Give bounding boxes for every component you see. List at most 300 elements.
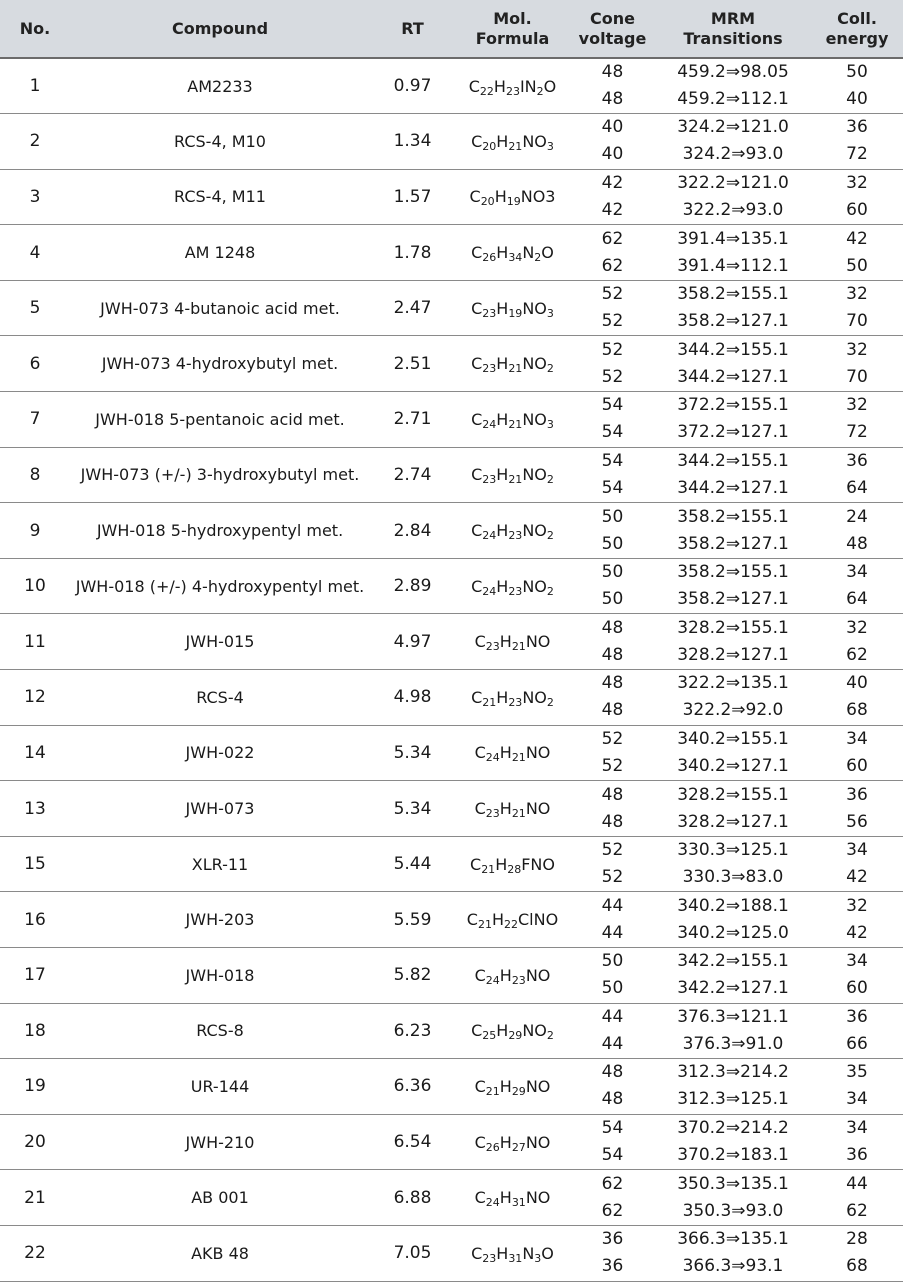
formula-element: NO xyxy=(525,743,551,763)
collision-energy-value: 32 xyxy=(846,895,868,916)
cone-voltage xyxy=(570,447,655,503)
formula-element: C xyxy=(470,854,482,874)
mrm-transitions xyxy=(655,225,811,281)
table-header xyxy=(0,0,903,58)
cone-voltage-value: 48 xyxy=(601,811,624,832)
row-number: 14 xyxy=(24,742,46,763)
cone-voltage-value: 62 xyxy=(601,1200,624,1221)
mrm-transitions xyxy=(655,670,811,726)
mrm-transition-value: 330.3⇒125.1 xyxy=(677,840,789,861)
formula-element: H xyxy=(496,131,509,151)
formula-subscript: 23 xyxy=(482,473,497,487)
formula-element: FNO xyxy=(521,854,555,874)
cone-voltage-value: 54 xyxy=(601,395,624,416)
collision-energy xyxy=(811,1003,903,1059)
collision-energy xyxy=(811,58,903,114)
formula-subscript: 2 xyxy=(546,473,554,487)
formula-subscript: 29 xyxy=(511,1084,526,1098)
cone-voltage xyxy=(570,336,655,392)
row-number: 1 xyxy=(29,76,41,97)
compound-name: JWH-073 4-hydroxybutyl met. xyxy=(101,354,339,374)
cone-voltage-value: 52 xyxy=(601,728,624,749)
mrm-transition-value: 350.3⇒93.0 xyxy=(682,1200,784,1221)
mrm-transitions xyxy=(655,1170,811,1226)
formula-element: H xyxy=(493,76,506,96)
collision-energy xyxy=(811,1059,903,1115)
formula-element: C xyxy=(468,76,480,96)
collision-energy-value: 68 xyxy=(846,1256,868,1277)
cone-voltage xyxy=(570,225,655,281)
formula-subscript: 22 xyxy=(504,918,518,932)
mrm-transition-value: 330.3⇒83.0 xyxy=(682,867,784,888)
formula-element: NO xyxy=(522,131,547,151)
mrm-transition-value: 358.2⇒127.1 xyxy=(677,533,789,554)
formula-element: C xyxy=(471,1243,483,1263)
row-number: 18 xyxy=(24,1020,46,1041)
collision-energy-value: 24 xyxy=(846,506,868,527)
cone-voltage-value: 52 xyxy=(601,867,624,888)
mrm-transition-value: 366.3⇒93.1 xyxy=(682,1256,784,1277)
row-number: 16 xyxy=(24,909,46,930)
collision-energy-value: 32 xyxy=(846,172,868,193)
retention-time: 2.71 xyxy=(393,409,432,430)
table-row xyxy=(0,58,903,114)
row-number: 17 xyxy=(24,965,46,986)
formula-element: H xyxy=(496,243,509,263)
row-number: 8 xyxy=(29,464,41,485)
formula-element: H xyxy=(491,910,504,930)
formula-element: C xyxy=(474,743,486,763)
cone-voltage xyxy=(570,392,655,448)
row-number: 3 xyxy=(29,186,41,207)
header-formula-line1: Mol. xyxy=(493,8,532,28)
collision-energy-value: 70 xyxy=(846,311,868,332)
molecular-formula xyxy=(455,225,570,281)
collision-energy-value: 48 xyxy=(846,533,868,554)
compound-name: UR-144 xyxy=(190,1076,250,1096)
table-row xyxy=(0,114,903,170)
formula-element: C xyxy=(471,576,483,596)
mrm-transition-value: 340.2⇒125.0 xyxy=(677,922,789,943)
mrm-transition-value: 391.4⇒112.1 xyxy=(677,255,789,276)
collision-energy-value: 36 xyxy=(846,450,868,471)
formula-element: NO xyxy=(522,687,547,707)
mrm-transitions xyxy=(655,614,811,670)
formula-element: H xyxy=(496,1243,509,1263)
formula-subscript: 3 xyxy=(534,1251,542,1265)
formula-subscript: 21 xyxy=(511,807,526,821)
collision-energy-value: 34 xyxy=(846,1118,868,1139)
collision-energy xyxy=(811,225,903,281)
formula-subscript: 23 xyxy=(508,584,523,598)
table-row xyxy=(0,781,903,837)
molecular-formula xyxy=(455,280,570,336)
formula-subscript: 31 xyxy=(508,1251,523,1265)
collision-energy-value: 36 xyxy=(846,1145,868,1166)
mrm-transition-value: 358.2⇒155.1 xyxy=(677,284,789,305)
formula-element: H xyxy=(496,298,509,318)
formula-subscript: 23 xyxy=(505,84,520,98)
formula-element: NO xyxy=(525,1132,551,1152)
collision-energy-value: 34 xyxy=(846,951,868,972)
formula-subscript: 27 xyxy=(511,1140,526,1154)
formula-subscript: 23 xyxy=(482,1251,497,1265)
formula-subscript: 2 xyxy=(546,584,554,598)
molecular-formula xyxy=(455,114,570,170)
cone-voltage-value: 48 xyxy=(601,784,624,805)
collision-energy-value: 32 xyxy=(846,617,868,638)
cone-voltage-value: 48 xyxy=(601,62,624,83)
formula-subscript: 23 xyxy=(482,306,497,320)
retention-time: 0.97 xyxy=(393,76,432,97)
mrm-transition-value: 340.2⇒155.1 xyxy=(677,728,789,749)
cone-voltage-value: 52 xyxy=(601,366,624,387)
header-mrm-line1: MRM xyxy=(710,8,756,28)
table-row xyxy=(0,558,903,614)
formula-subscript: 3 xyxy=(546,417,554,431)
row-number: 9 xyxy=(29,520,41,541)
mrm-transition-value: 342.2⇒155.1 xyxy=(677,951,789,972)
formula-element: C xyxy=(471,465,483,485)
cone-voltage-value: 42 xyxy=(601,199,624,220)
header-formula-line2: Formula xyxy=(475,28,550,48)
mrm-transition-value: 459.2⇒98.05 xyxy=(677,62,789,83)
mrm-transitions xyxy=(655,58,811,114)
molecular-formula xyxy=(455,892,570,948)
mrm-transitions xyxy=(655,1003,811,1059)
cone-voltage xyxy=(570,892,655,948)
table-row xyxy=(0,1170,903,1226)
formula-element: C xyxy=(471,521,483,541)
collision-energy xyxy=(811,614,903,670)
cone-voltage-value: 44 xyxy=(601,1006,624,1027)
cone-voltage-value: 54 xyxy=(601,450,624,471)
table-row xyxy=(0,725,903,781)
retention-time: 6.54 xyxy=(393,1132,432,1153)
row-number: 13 xyxy=(24,798,46,819)
collision-energy-value: 42 xyxy=(846,922,868,943)
molecular-formula xyxy=(455,781,570,837)
table-row xyxy=(0,670,903,726)
mrm-transition-value: 324.2⇒121.0 xyxy=(677,117,789,138)
row-number: 11 xyxy=(24,631,46,652)
retention-time: 4.98 xyxy=(393,687,432,708)
cone-voltage xyxy=(570,1059,655,1115)
molecular-formula xyxy=(455,169,570,225)
collision-energy-value: 34 xyxy=(846,562,868,583)
formula-subscript: 25 xyxy=(482,1029,497,1043)
formula-element: NO xyxy=(525,965,551,985)
collision-energy-value: 42 xyxy=(846,228,868,249)
cone-voltage-value: 50 xyxy=(601,589,624,610)
formula-element: NO xyxy=(525,1188,551,1208)
collision-energy-value: 60 xyxy=(846,978,868,999)
formula-subscript: 2 xyxy=(546,529,554,543)
mrm-transition-value: 328.2⇒155.1 xyxy=(677,784,789,805)
compound-name: JWH-073 4-butanoic acid met. xyxy=(100,298,340,318)
header-cone-line2: voltage xyxy=(578,28,647,48)
compound-name: RCS-4, M11 xyxy=(174,187,266,207)
mrm-transition-value: 340.2⇒188.1 xyxy=(677,895,789,916)
table-row xyxy=(0,225,903,281)
formula-subscript: 19 xyxy=(506,195,521,209)
collision-energy-value: 62 xyxy=(846,1200,868,1221)
formula-subscript: 24 xyxy=(482,417,497,431)
collision-energy xyxy=(811,1170,903,1226)
formula-element: H xyxy=(499,632,512,652)
row-number: 19 xyxy=(24,1076,46,1097)
formula-element: C xyxy=(471,131,483,151)
mrm-transitions xyxy=(655,781,811,837)
cone-voltage-value: 44 xyxy=(601,922,624,943)
mrm-transition-value: 372.2⇒127.1 xyxy=(677,422,789,443)
formula-element: NO xyxy=(525,799,551,819)
formula-subscript: 20 xyxy=(480,195,495,209)
molecular-formula xyxy=(455,1225,570,1281)
formula-element: NO xyxy=(525,632,551,652)
collision-energy xyxy=(811,280,903,336)
row-number: 20 xyxy=(24,1132,46,1153)
mrm-transition-value: 344.2⇒127.1 xyxy=(677,477,789,498)
formula-subscript: 23 xyxy=(508,695,523,709)
table-row xyxy=(0,503,903,559)
cone-voltage-value: 62 xyxy=(601,228,624,249)
table-row xyxy=(0,614,903,670)
formula-subscript: 29 xyxy=(508,1029,523,1043)
collision-energy-value: 50 xyxy=(846,255,868,276)
formula-subscript: 2 xyxy=(546,695,554,709)
formula-subscript: 21 xyxy=(511,640,526,654)
header-rt: RT xyxy=(401,18,424,38)
retention-time: 2.74 xyxy=(393,464,432,485)
row-number: 15 xyxy=(24,854,46,875)
cone-voltage-value: 48 xyxy=(601,1089,624,1110)
mrm-transitions xyxy=(655,1059,811,1115)
formula-element: H xyxy=(499,743,512,763)
collision-energy-value: 44 xyxy=(846,1173,868,1194)
retention-time: 2.84 xyxy=(393,520,432,541)
mrm-transition-value: 322.2⇒92.0 xyxy=(682,700,784,721)
formula-element: C xyxy=(469,187,481,207)
row-number: 22 xyxy=(24,1243,46,1264)
cone-voltage-value: 50 xyxy=(601,506,624,527)
cone-voltage-value: 52 xyxy=(601,311,624,332)
cone-voltage xyxy=(570,1170,655,1226)
retention-time: 1.78 xyxy=(393,242,432,263)
mrm-transitions xyxy=(655,558,811,614)
compound-name: JWH-018 5-hydroxypentyl met. xyxy=(96,521,344,541)
formula-element: NO xyxy=(525,1076,551,1096)
formula-element: N xyxy=(522,1243,535,1263)
collision-energy-value: 35 xyxy=(846,1062,868,1083)
collision-energy-value: 34 xyxy=(846,840,868,861)
molecular-formula xyxy=(455,1003,570,1059)
mrm-transition-value: 391.4⇒135.1 xyxy=(677,228,789,249)
mrm-transition-value: 344.2⇒155.1 xyxy=(677,450,789,471)
cone-voltage xyxy=(570,725,655,781)
cone-voltage xyxy=(570,169,655,225)
table-row xyxy=(0,948,903,1004)
collision-energy xyxy=(811,725,903,781)
formula-element: ClNO xyxy=(518,910,559,930)
formula-element: C xyxy=(474,1132,486,1152)
formula-subscript: 23 xyxy=(482,362,497,376)
cone-voltage-value: 52 xyxy=(601,755,624,776)
retention-time: 1.34 xyxy=(393,131,432,152)
cone-voltage-value: 48 xyxy=(601,700,624,721)
mrm-transitions xyxy=(655,725,811,781)
table-row xyxy=(0,1225,903,1281)
molecular-formula xyxy=(455,725,570,781)
compound-name: JWH-015 xyxy=(185,632,255,652)
formula-subscript: 2 xyxy=(546,1029,554,1043)
formula-subscript: 2 xyxy=(546,362,554,376)
formula-subscript: 21 xyxy=(508,362,523,376)
collision-energy-value: 28 xyxy=(846,1229,868,1250)
cone-voltage-value: 44 xyxy=(601,895,624,916)
molecular-formula xyxy=(455,1059,570,1115)
cone-voltage-value: 48 xyxy=(601,89,624,110)
compound-name: JWH-022 xyxy=(185,743,255,763)
mrm-transition-value: 344.2⇒127.1 xyxy=(677,366,789,387)
formula-element: H xyxy=(496,687,509,707)
header-formula xyxy=(455,0,570,58)
cone-voltage xyxy=(570,1114,655,1170)
header-mrm-transitions xyxy=(655,0,811,58)
retention-time: 2.47 xyxy=(393,298,432,319)
formula-element: H xyxy=(496,521,509,541)
formula-subscript: 24 xyxy=(485,751,500,765)
mrm-transitions xyxy=(655,447,811,503)
compound-name: RCS-4, M10 xyxy=(174,131,266,151)
formula-element: H xyxy=(494,187,507,207)
collision-energy xyxy=(811,892,903,948)
cone-voltage-value: 44 xyxy=(601,1033,624,1054)
formula-subscript: 24 xyxy=(485,973,500,987)
table-row xyxy=(0,336,903,392)
mrm-transition-value: 324.2⇒93.0 xyxy=(682,144,784,165)
molecular-formula xyxy=(455,1114,570,1170)
formula-subscript: 22 xyxy=(479,84,494,98)
cone-voltage-value: 40 xyxy=(601,144,624,165)
compound-name: JWH-073 xyxy=(185,799,255,819)
row-number: 4 xyxy=(29,242,41,263)
formula-element: H xyxy=(496,1021,509,1041)
header-mrm-line2: Transitions xyxy=(683,28,783,48)
mrm-transition-value: 312.3⇒214.2 xyxy=(677,1062,789,1083)
formula-element: C xyxy=(471,687,483,707)
cone-voltage xyxy=(570,58,655,114)
formula-subscript: 23 xyxy=(485,640,500,654)
cone-voltage-value: 54 xyxy=(601,1118,624,1139)
formula-element: H xyxy=(496,354,509,374)
collision-energy-value: 36 xyxy=(846,784,868,805)
mrm-transition-value: 358.2⇒155.1 xyxy=(677,562,789,583)
formula-element: H xyxy=(499,1132,512,1152)
formula-element: NO xyxy=(522,298,547,318)
formula-subscript: 23 xyxy=(508,529,523,543)
mrm-transitions xyxy=(655,280,811,336)
collision-energy-value: 34 xyxy=(846,1089,868,1110)
collision-energy xyxy=(811,336,903,392)
collision-energy-value: 34 xyxy=(846,728,868,749)
table-body xyxy=(0,58,903,1281)
cone-voltage-value: 52 xyxy=(601,284,624,305)
cone-voltage-value: 54 xyxy=(601,1145,624,1166)
collision-energy xyxy=(811,670,903,726)
molecular-formula xyxy=(455,58,570,114)
collision-energy xyxy=(811,1225,903,1281)
molecular-formula xyxy=(455,503,570,559)
formula-element: C xyxy=(466,910,478,930)
formula-subscript: 21 xyxy=(508,139,523,153)
collision-energy-value: 66 xyxy=(846,1033,868,1054)
retention-time: 5.82 xyxy=(393,965,432,986)
collision-energy-value: 68 xyxy=(846,700,868,721)
compound-name: JWH-018 5-pentanoic acid met. xyxy=(95,409,345,429)
row-number: 21 xyxy=(24,1187,46,1208)
formula-subscript: 34 xyxy=(508,251,523,265)
cone-voltage-value: 54 xyxy=(601,477,624,498)
collision-energy-value: 42 xyxy=(846,867,868,888)
formula-element: NO xyxy=(522,521,547,541)
cone-voltage-value: 36 xyxy=(601,1256,624,1277)
cone-voltage xyxy=(570,503,655,559)
molecular-formula xyxy=(455,1170,570,1226)
formula-subscript: 23 xyxy=(511,973,526,987)
formula-subscript: 19 xyxy=(508,306,523,320)
cone-voltage-value: 40 xyxy=(601,117,624,138)
formula-subscript: 24 xyxy=(482,529,497,543)
formula-element: C xyxy=(474,632,486,652)
cone-voltage-value: 54 xyxy=(601,422,624,443)
collision-energy-value: 50 xyxy=(846,62,868,83)
row-number: 7 xyxy=(29,409,41,430)
formula-subscript: 24 xyxy=(482,584,497,598)
header-collision-energy xyxy=(811,0,903,58)
cone-voltage xyxy=(570,670,655,726)
collision-energy-value: 60 xyxy=(846,755,868,776)
compound-name: AM 1248 xyxy=(184,243,256,263)
mrm-transitions xyxy=(655,836,811,892)
retention-time: 6.36 xyxy=(393,1076,432,1097)
formula-subscript: 21 xyxy=(481,862,496,876)
formula-element: NO xyxy=(522,409,547,429)
collision-energy xyxy=(811,447,903,503)
formula-element: H xyxy=(496,409,509,429)
molecular-formula xyxy=(455,392,570,448)
mrm-transitions xyxy=(655,948,811,1004)
mrm-transition-value: 459.2⇒112.1 xyxy=(677,89,789,110)
molecular-formula xyxy=(455,558,570,614)
cone-voltage-value: 50 xyxy=(601,562,624,583)
formula-subscript: 26 xyxy=(482,251,497,265)
collision-energy-value: 32 xyxy=(846,339,868,360)
retention-time: 7.05 xyxy=(393,1243,432,1264)
cone-voltage-value: 52 xyxy=(601,840,624,861)
header-ce-line2: energy xyxy=(825,28,889,48)
cone-voltage xyxy=(570,836,655,892)
molecular-formula xyxy=(455,336,570,392)
cone-voltage-value: 36 xyxy=(601,1229,624,1250)
cone-voltage-value: 52 xyxy=(601,339,624,360)
formula-element: H xyxy=(499,799,512,819)
row-number: 2 xyxy=(29,131,41,152)
retention-time: 6.23 xyxy=(393,1020,432,1041)
formula-subscript: 3 xyxy=(546,306,554,320)
retention-time: 6.88 xyxy=(393,1187,432,1208)
retention-time: 2.89 xyxy=(393,576,432,597)
